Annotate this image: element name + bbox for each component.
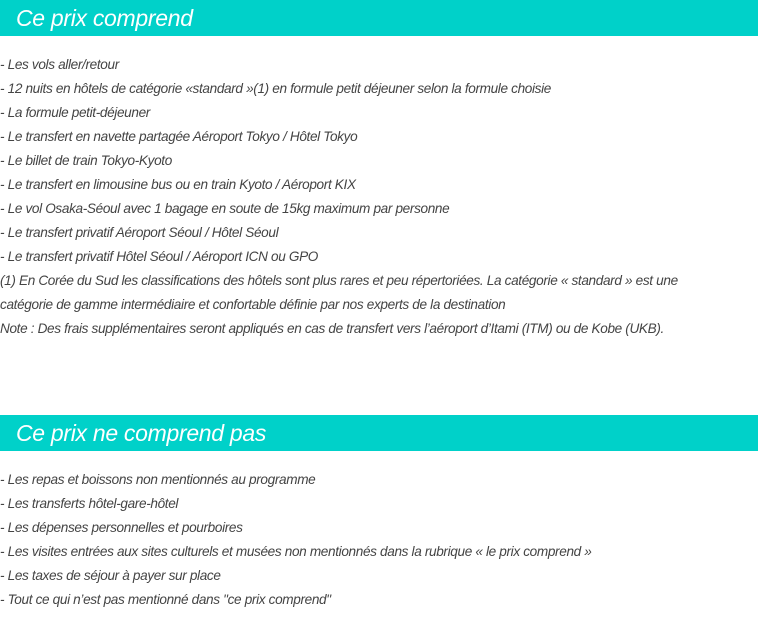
list-item: - Tout ce qui n’est pas mentionné dans "ce prix comprend" bbox=[0, 592, 331, 607]
excluded-title: Ce prix ne comprend pas bbox=[16, 420, 267, 446]
list-item: catégorie de gamme intermédiaire et confortable définie par nos experts de la destination bbox=[0, 297, 506, 312]
included-title: Ce prix comprend bbox=[16, 5, 193, 31]
list-item: - Les taxes de séjour à payer sur place bbox=[0, 568, 221, 583]
excluded-list bbox=[0, 468, 758, 612]
list-item: - Le transfert privatif Aéroport Séoul / Hôtel Séoul bbox=[0, 225, 279, 240]
list-item: - Le transfert en limousine bus ou en train Kyoto / Aéroport KIX bbox=[0, 177, 356, 192]
excluded-section-header bbox=[0, 415, 758, 451]
list-item: - Les vols aller/retour bbox=[0, 57, 119, 72]
list-item: - 12 nuits en hôtels de catégorie «standard »(1) en formule petit déjeuner selon la formule choisie bbox=[0, 81, 551, 96]
list-item: - Les transferts hôtel-gare-hôtel bbox=[0, 496, 179, 511]
list-item: - Le vol Osaka-Séoul avec 1 bagage en soute de 15kg maximum par personne bbox=[0, 201, 450, 216]
included-list bbox=[0, 53, 758, 341]
list-item: Note : Des frais supplémentaires seront appliqués en cas de transfert vers l’aéroport d’Itami (ITM) ou de Kobe (UKB). bbox=[0, 321, 664, 336]
list-item: (1) En Corée du Sud les classifications des hôtels sont plus rares et peu répertoriées. La catégorie « standard » est une bbox=[0, 273, 678, 288]
list-item: - Le transfert en navette partagée Aéroport Tokyo / Hôtel Tokyo bbox=[0, 129, 358, 144]
list-item: - Les dépenses personnelles et pourboires bbox=[0, 520, 243, 535]
list-item: - Le transfert privatif Hôtel Séoul / Aéroport ICN ou GPO bbox=[0, 249, 319, 264]
included-section-header bbox=[0, 0, 758, 36]
list-item: - Le billet de train Tokyo-Kyoto bbox=[0, 153, 172, 168]
list-item: - Les repas et boissons non mentionnés au programme bbox=[0, 472, 316, 487]
list-item: - Les visites entrées aux sites culturels et musées non mentionnés dans la rubrique « le prix comprend » bbox=[0, 544, 592, 559]
list-item: - La formule petit-déjeuner bbox=[0, 105, 150, 120]
